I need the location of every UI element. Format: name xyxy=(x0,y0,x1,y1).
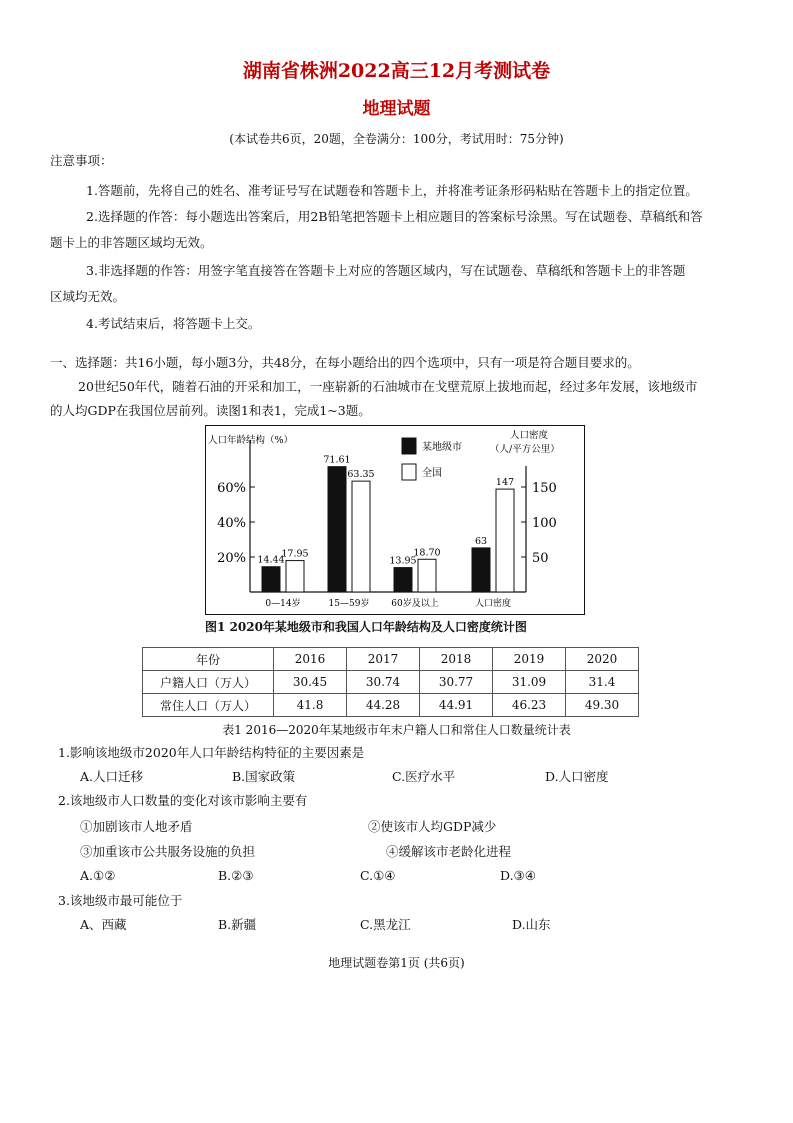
bar-city xyxy=(328,467,346,592)
question-3: 3.该地级市最可能位于 xyxy=(58,893,183,908)
notice-item-3: 3.非选择题的作答：用签字笔直接答在答题卡上对应的答题区域内，写在试题卷、草稿纸和答题卡上的非答题 xyxy=(86,263,686,278)
right-tick-label: 50 xyxy=(532,551,549,566)
table-cell: 44.28 xyxy=(347,694,420,717)
table-cell: 31.09 xyxy=(493,671,566,694)
q3-option-d: D.山东 xyxy=(512,917,551,932)
notice-item-4: 4.考试结束后，将答题卡上交。 xyxy=(86,316,261,331)
notice-item-2-cont: 题卡上的非答题区域均无效。 xyxy=(50,235,213,250)
chart-caption: 图1 2020年某地级市和我国人口年龄结构及人口密度统计图 xyxy=(205,620,527,634)
table-cell: 30.74 xyxy=(347,671,420,694)
notice-item-2: 2.选择题的作答：每小题选出答案后，用2B铅笔把答题卡上相应题目的答案标号涂黑。写在试题卷、草稿纸和答 xyxy=(86,209,703,224)
bar-value-label: 147 xyxy=(495,477,515,489)
bar-value-label: 63.35 xyxy=(347,469,375,481)
q2-option-d: D.③④ xyxy=(500,868,536,883)
table-header-row xyxy=(143,648,639,671)
bar-national xyxy=(418,559,436,592)
table-cell: 常住人口（万人） xyxy=(143,694,274,717)
q1-option-d: D.人口密度 xyxy=(545,769,609,784)
left-tick-label: 60% xyxy=(217,481,246,496)
bar-value-label: 13.95 xyxy=(389,555,417,567)
page-footer: 地理试题卷第1页 (共6页) xyxy=(328,956,465,970)
bar-national xyxy=(352,481,370,592)
exam-info: (本试卷共6页，20题，全卷满分：100分，考试用时：75分钟) xyxy=(229,132,564,146)
subject-title: 地理试题 xyxy=(362,99,431,119)
bar-value-label: 17.95 xyxy=(281,548,309,560)
section-intro-cont: 的人均GDP在我国位居前列。读图1和表1，完成1~3题。 xyxy=(50,403,371,418)
category-label: 0—14岁 xyxy=(265,599,301,609)
table-header-cell: 2019 xyxy=(493,648,566,671)
population-table xyxy=(142,647,639,717)
table-header-cell: 2017 xyxy=(347,648,420,671)
table-cell: 户籍人口（万人） xyxy=(143,671,274,694)
table-row xyxy=(143,671,639,694)
left-axis-title: 人口年龄结构（%） xyxy=(208,435,294,446)
exam-title: 湖南省株洲2022高三12月考测试卷 xyxy=(242,60,551,82)
bar-value-label: 14.44 xyxy=(257,554,285,566)
section-intro: 20世纪50年代，随着石油的开采和加工，一座崭新的石油城市在戈壁荒原上拔地而起，经过多年发展，该地级市 xyxy=(78,379,698,394)
chart-frame xyxy=(205,425,585,615)
category-label: 15—59岁 xyxy=(328,599,370,609)
right-tick-label: 150 xyxy=(532,481,557,496)
table-caption: 表1 2016—2020年某地级市年末户籍人口和常住人口数量统计表 xyxy=(222,723,571,737)
right-axis-unit: （人/平方公里） xyxy=(490,444,560,455)
q1-option-a: A.人口迁移 xyxy=(80,769,144,784)
table-cell: 31.4 xyxy=(566,671,639,694)
q1-option-b: B.国家政策 xyxy=(232,769,296,784)
notice-heading: 注意事项： xyxy=(50,153,113,168)
bar-value-label: 18.70 xyxy=(413,547,441,559)
notice-item-3-cont: 区域均无效。 xyxy=(50,289,126,304)
bar-value-label: 71.61 xyxy=(323,454,351,466)
q2-item-4: ④缓解该市老龄化进程 xyxy=(386,844,512,859)
bar-city xyxy=(394,568,412,592)
q2-option-a: A.①② xyxy=(80,868,116,883)
q2-item-2: ②使该市人均GDP减少 xyxy=(368,819,497,834)
legend-swatch xyxy=(402,464,416,480)
table-row xyxy=(143,694,639,717)
category-label: 人口密度 xyxy=(474,599,512,609)
q2-item-3: ③加重该市公共服务设施的负担 xyxy=(80,844,256,859)
table-header-cell: 2016 xyxy=(274,648,347,671)
q2-item-1: ①加剧该市人地矛盾 xyxy=(80,819,193,834)
question-1: 1.影响该地级市2020年人口年龄结构特征的主要因素是 xyxy=(58,745,365,760)
table-cell: 49.30 xyxy=(566,694,639,717)
q3-option-b: B.新疆 xyxy=(218,917,257,932)
table-cell: 30.45 xyxy=(274,671,347,694)
category-label: 60岁及以上 xyxy=(391,599,439,609)
table-cell: 41.8 xyxy=(274,694,347,717)
legend-label: 某地级市 xyxy=(422,442,462,453)
table-header-cell: 2018 xyxy=(420,648,493,671)
bar-value-label: 63 xyxy=(474,535,488,547)
left-tick-label: 40% xyxy=(217,516,246,531)
legend-label: 全国 xyxy=(422,468,442,479)
q2-option-c: C.①④ xyxy=(360,868,396,883)
bar-city xyxy=(472,548,490,592)
q2-option-b: B.②③ xyxy=(218,868,254,883)
table-header-cell: 年份 xyxy=(143,648,274,671)
bar-city xyxy=(262,567,280,592)
table-cell: 46.23 xyxy=(493,694,566,717)
q3-option-a: A、西藏 xyxy=(80,917,127,932)
question-2: 2.该地级市人口数量的变化对该市影响主要有 xyxy=(58,793,308,808)
table-cell: 44.91 xyxy=(420,694,493,717)
table-header-cell: 2020 xyxy=(566,648,639,671)
q1-option-c: C.医疗水平 xyxy=(392,769,456,784)
bar-national xyxy=(496,489,514,592)
notice-item-1: 1.答题前，先将自己的姓名、准考证号写在试题卷和答题卡上，并将准考证条形码粘贴在答题卡上的指定位置。 xyxy=(86,183,698,198)
bar-national xyxy=(286,561,304,592)
table-cell: 30.77 xyxy=(420,671,493,694)
right-tick-label: 100 xyxy=(532,516,557,531)
q3-option-c: C.黑龙江 xyxy=(360,917,411,932)
legend-swatch xyxy=(402,438,416,454)
left-tick-label: 20% xyxy=(217,551,246,566)
right-axis-title: 人口密度 xyxy=(510,430,549,441)
section-heading: 一、选择题：共16小题，每小题3分，共48分，在每小题给出的四个选项中，只有一项是符合题目要求的。 xyxy=(50,355,640,370)
population-chart xyxy=(206,426,583,613)
